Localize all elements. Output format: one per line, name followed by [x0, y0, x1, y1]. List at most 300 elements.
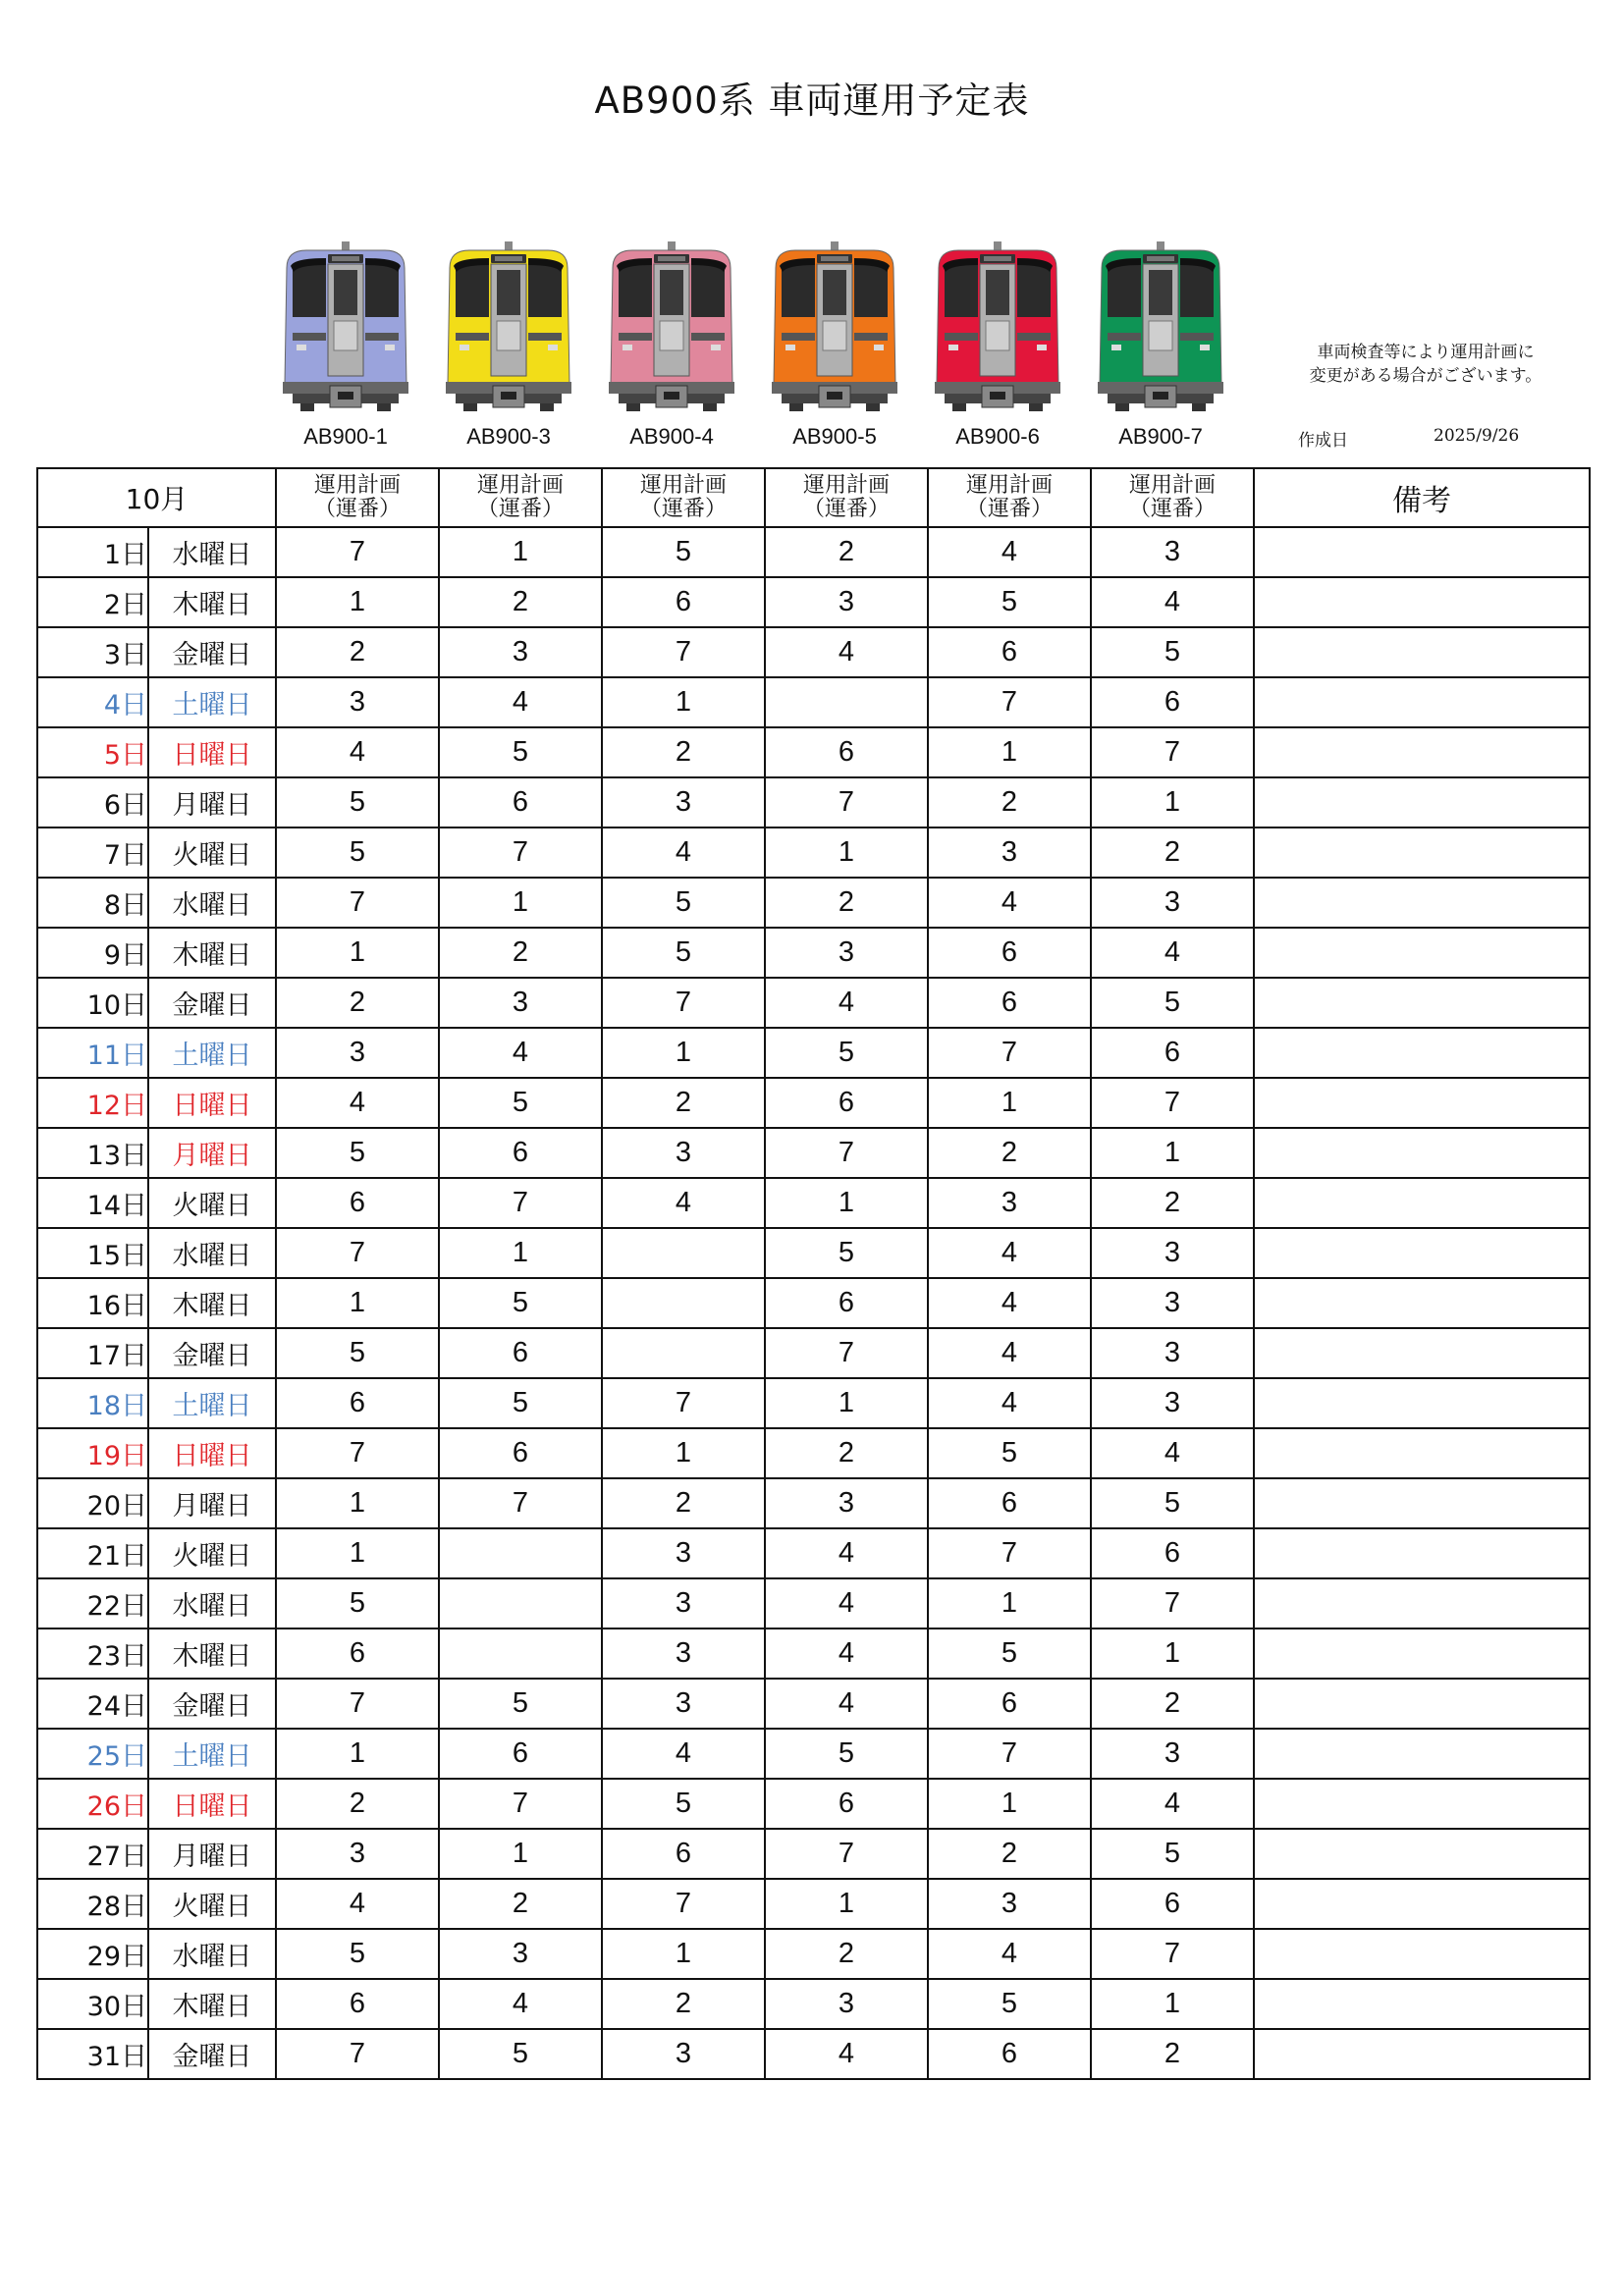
- run-number-cell: 3: [1091, 1378, 1254, 1428]
- run-number-cell: 1: [276, 1729, 439, 1779]
- remarks-cell: [1254, 1979, 1590, 2029]
- remarks-cell: [1254, 577, 1590, 627]
- run-number-cell: 4: [602, 1729, 765, 1779]
- run-number-cell: [439, 1578, 602, 1629]
- day-cell: 8日: [37, 878, 148, 928]
- weekday-cell: 月曜日: [148, 1128, 276, 1178]
- run-number-cell: 2: [1091, 2029, 1254, 2079]
- train-front-ab900-5: [766, 239, 903, 415]
- run-number-cell: 1: [928, 1578, 1091, 1629]
- run-number-cell: 3: [1091, 878, 1254, 928]
- run-number-cell: 4: [1091, 1779, 1254, 1829]
- run-number-cell: 1: [439, 878, 602, 928]
- day-cell: 5日: [37, 727, 148, 777]
- table-row: [37, 1779, 1590, 1829]
- run-number-cell: 7: [276, 878, 439, 928]
- run-number-cell: 7: [602, 627, 765, 677]
- run-number-cell: 6: [1091, 1879, 1254, 1929]
- remarks-cell: [1254, 1228, 1590, 1278]
- run-number-cell: 3: [765, 577, 928, 627]
- run-number-cell: 2: [602, 727, 765, 777]
- remarks-cell: [1254, 1929, 1590, 1979]
- remarks-cell: [1254, 627, 1590, 677]
- car-plan-header: [928, 468, 1091, 527]
- remarks-cell: [1254, 777, 1590, 828]
- train-front-ab900-6: [929, 239, 1066, 415]
- run-number-cell: 2: [276, 978, 439, 1028]
- day-cell: 3日: [37, 627, 148, 677]
- car-plan-header: [1091, 468, 1254, 527]
- run-number-cell: 7: [765, 777, 928, 828]
- day-cell: 27日: [37, 1829, 148, 1879]
- run-number-cell: 1: [765, 1378, 928, 1428]
- run-number-cell: 1: [1091, 1629, 1254, 1679]
- run-number-cell: 7: [1091, 727, 1254, 777]
- run-number-cell: 3: [928, 828, 1091, 878]
- month-header: 10月: [37, 468, 276, 527]
- weekday-cell: 火曜日: [148, 1178, 276, 1228]
- run-number-cell: 3: [602, 1578, 765, 1629]
- run-number-cell: 7: [439, 1779, 602, 1829]
- run-number-cell: 5: [1091, 978, 1254, 1028]
- created-date-value: 2025/9/26: [1434, 426, 1520, 446]
- run-number-cell: 1: [928, 727, 1091, 777]
- run-number-cell: 4: [765, 627, 928, 677]
- run-number-cell: 3: [602, 1629, 765, 1679]
- day-cell: 24日: [37, 1679, 148, 1729]
- run-number-cell: 3: [439, 627, 602, 677]
- run-number-cell: 4: [602, 1178, 765, 1228]
- plan-label: 運用計画: [476, 473, 564, 498]
- remarks-cell: [1254, 1729, 1590, 1779]
- run-number-cell: 1: [928, 1078, 1091, 1128]
- run-number-cell: 3: [1091, 1729, 1254, 1779]
- run-number-cell: 1: [276, 1478, 439, 1528]
- table-row: [37, 928, 1590, 978]
- run-number-cell: 1: [1091, 1128, 1254, 1178]
- run-number-cell: 5: [276, 777, 439, 828]
- run-number-cell: 1: [439, 1829, 602, 1879]
- run-number-cell: 7: [765, 1128, 928, 1178]
- run-number-cell: 7: [276, 1228, 439, 1278]
- run-number-cell: 4: [928, 1929, 1091, 1979]
- weekday-cell: 水曜日: [148, 527, 276, 577]
- run-number-cell: 2: [928, 1128, 1091, 1178]
- remarks-cell: [1254, 1829, 1590, 1879]
- table-row: [37, 1629, 1590, 1679]
- run-number-cell: 6: [928, 1478, 1091, 1528]
- table-row: [37, 1078, 1590, 1128]
- run-number-cell: 1: [276, 1528, 439, 1578]
- run-number-cell: 5: [276, 1929, 439, 1979]
- day-cell: 23日: [37, 1629, 148, 1679]
- run-number-label: （運番）: [802, 497, 890, 521]
- run-number-cell: 7: [276, 527, 439, 577]
- remarks-cell: [1254, 1028, 1590, 1078]
- run-number-cell: 7: [928, 1528, 1091, 1578]
- run-number-cell: 7: [276, 1679, 439, 1729]
- run-number-cell: 4: [439, 677, 602, 727]
- table-row: [37, 1228, 1590, 1278]
- weekday-cell: 木曜日: [148, 1278, 276, 1328]
- plan-label: 運用計画: [313, 473, 401, 498]
- run-number-cell: 6: [765, 727, 928, 777]
- run-number-cell: 2: [276, 627, 439, 677]
- remarks-cell: [1254, 1528, 1590, 1578]
- remarks-cell: [1254, 1779, 1590, 1829]
- train-front-ab900-7: [1092, 239, 1229, 415]
- remarks-cell: [1254, 878, 1590, 928]
- run-number-cell: 7: [439, 1478, 602, 1528]
- run-number-cell: 5: [439, 1078, 602, 1128]
- table-row: [37, 1829, 1590, 1879]
- run-number-cell: 6: [439, 1428, 602, 1478]
- run-number-cell: 1: [765, 828, 928, 878]
- run-number-label: （運番）: [965, 497, 1053, 521]
- run-number-cell: 4: [1091, 928, 1254, 978]
- day-cell: 21日: [37, 1528, 148, 1578]
- run-number-cell: 2: [928, 777, 1091, 828]
- run-number-cell: 6: [276, 1378, 439, 1428]
- run-number-cell: 4: [765, 2029, 928, 2079]
- run-number-cell: 4: [928, 878, 1091, 928]
- run-number-label: （運番）: [313, 497, 401, 521]
- day-cell: 29日: [37, 1929, 148, 1979]
- run-number-cell: 4: [276, 727, 439, 777]
- run-number-cell: 3: [276, 677, 439, 727]
- remarks-cell: [1254, 828, 1590, 878]
- day-cell: 4日: [37, 677, 148, 727]
- run-number-cell: 4: [928, 1328, 1091, 1378]
- run-number-cell: 2: [1091, 1679, 1254, 1729]
- day-cell: 31日: [37, 2029, 148, 2079]
- run-number-cell: 3: [439, 1929, 602, 1979]
- remarks-cell: [1254, 527, 1590, 577]
- remarks-cell: [1254, 1078, 1590, 1128]
- run-number-cell: 5: [602, 1779, 765, 1829]
- run-number-cell: 1: [602, 1428, 765, 1478]
- run-number-cell: 5: [1091, 1478, 1254, 1528]
- day-cell: 1日: [37, 527, 148, 577]
- run-number-cell: [602, 1328, 765, 1378]
- train-front-ab900-4: [603, 239, 740, 415]
- run-number-cell: [765, 677, 928, 727]
- car-plan-header: [602, 468, 765, 527]
- car-id-label: AB900-6: [955, 424, 1040, 449]
- remarks-cell: [1254, 2029, 1590, 2079]
- weekday-cell: 月曜日: [148, 777, 276, 828]
- car-plan-header: [439, 468, 602, 527]
- run-number-cell: 4: [765, 1679, 928, 1729]
- remarks-cell: [1254, 1478, 1590, 1528]
- remarks-cell: [1254, 928, 1590, 978]
- run-number-cell: 7: [928, 1729, 1091, 1779]
- run-number-cell: 2: [602, 1478, 765, 1528]
- notice-line-1: 車両検査等により運用計画に: [1317, 343, 1535, 362]
- run-number-cell: 7: [1091, 1078, 1254, 1128]
- run-number-cell: 2: [765, 878, 928, 928]
- day-cell: 26日: [37, 1779, 148, 1829]
- remarks-cell: [1254, 1328, 1590, 1378]
- weekday-cell: 日曜日: [148, 1428, 276, 1478]
- table-row: [37, 677, 1590, 727]
- weekday-cell: 火曜日: [148, 828, 276, 878]
- run-number-cell: 6: [439, 1729, 602, 1779]
- weekday-cell: 金曜日: [148, 978, 276, 1028]
- run-number-cell: 2: [765, 527, 928, 577]
- remarks-cell: [1254, 978, 1590, 1028]
- run-number-cell: 3: [602, 1528, 765, 1578]
- run-number-cell: 5: [276, 1328, 439, 1378]
- day-cell: 9日: [37, 928, 148, 978]
- run-number-cell: 3: [1091, 527, 1254, 577]
- run-number-cell: 2: [602, 1979, 765, 2029]
- run-number-cell: 5: [439, 2029, 602, 2079]
- weekday-cell: 水曜日: [148, 1578, 276, 1629]
- run-number-cell: 1: [602, 1929, 765, 1979]
- schedule-change-notice: [1259, 341, 1593, 388]
- run-number-cell: 7: [1091, 1578, 1254, 1629]
- weekday-cell: 日曜日: [148, 727, 276, 777]
- run-number-cell: 4: [928, 1228, 1091, 1278]
- run-number-cell: 5: [765, 1028, 928, 1078]
- run-number-cell: 6: [1091, 1028, 1254, 1078]
- weekday-cell: 日曜日: [148, 1779, 276, 1829]
- run-number-cell: 5: [276, 1578, 439, 1629]
- run-number-cell: 5: [276, 1128, 439, 1178]
- run-number-cell: 5: [602, 527, 765, 577]
- weekday-cell: 水曜日: [148, 1929, 276, 1979]
- run-number-cell: 6: [602, 1829, 765, 1879]
- table-row: [37, 527, 1590, 577]
- weekday-cell: 木曜日: [148, 577, 276, 627]
- weekday-cell: 土曜日: [148, 677, 276, 727]
- day-cell: 17日: [37, 1328, 148, 1378]
- weekday-cell: 月曜日: [148, 1829, 276, 1879]
- table-row: [37, 1979, 1590, 2029]
- run-number-cell: 4: [1091, 577, 1254, 627]
- run-number-cell: 1: [276, 577, 439, 627]
- run-number-cell: 5: [439, 1679, 602, 1729]
- table-row: [37, 1729, 1590, 1779]
- remarks-cell: [1254, 1378, 1590, 1428]
- run-number-cell: 6: [928, 928, 1091, 978]
- train-front-ab900-1: [277, 239, 414, 415]
- weekday-cell: 土曜日: [148, 1028, 276, 1078]
- run-number-cell: [439, 1629, 602, 1679]
- run-number-cell: 3: [602, 1679, 765, 1729]
- run-number-cell: 2: [928, 1829, 1091, 1879]
- remarks-cell: [1254, 1679, 1590, 1729]
- run-number-cell: [439, 1528, 602, 1578]
- schedule-body: [37, 527, 1590, 2079]
- run-number-cell: 1: [1091, 1979, 1254, 2029]
- day-cell: 10日: [37, 978, 148, 1028]
- run-number-cell: 5: [1091, 1829, 1254, 1879]
- run-number-label: （運番）: [639, 497, 727, 521]
- run-number-cell: 4: [765, 978, 928, 1028]
- day-cell: 22日: [37, 1578, 148, 1629]
- run-number-cell: 2: [439, 1879, 602, 1929]
- run-number-cell: 7: [765, 1829, 928, 1879]
- weekday-cell: 木曜日: [148, 1979, 276, 2029]
- car-id-label: AB900-1: [303, 424, 388, 449]
- plan-label: 運用計画: [802, 473, 890, 498]
- run-number-cell: 1: [1091, 777, 1254, 828]
- run-number-cell: 7: [602, 978, 765, 1028]
- run-number-cell: 2: [765, 1929, 928, 1979]
- plan-label: 運用計画: [639, 473, 727, 498]
- day-cell: 13日: [37, 1128, 148, 1178]
- table-row: [37, 1879, 1590, 1929]
- run-number-cell: 1: [602, 1028, 765, 1078]
- day-cell: 11日: [37, 1028, 148, 1078]
- run-number-cell: 7: [276, 2029, 439, 2079]
- weekday-cell: 日曜日: [148, 1078, 276, 1128]
- table-row: [37, 1428, 1590, 1478]
- run-number-cell: 6: [928, 978, 1091, 1028]
- run-number-cell: 5: [928, 1979, 1091, 2029]
- day-cell: 7日: [37, 828, 148, 878]
- run-number-cell: 6: [602, 577, 765, 627]
- run-number-cell: [602, 1278, 765, 1328]
- weekday-cell: 火曜日: [148, 1528, 276, 1578]
- run-number-cell: 5: [439, 1378, 602, 1428]
- table-header-row: [37, 468, 1590, 527]
- table-row: [37, 1128, 1590, 1178]
- table-row: [37, 1478, 1590, 1528]
- run-number-cell: 6: [928, 627, 1091, 677]
- weekday-cell: 土曜日: [148, 1378, 276, 1428]
- weekday-cell: 土曜日: [148, 1729, 276, 1779]
- run-number-cell: 4: [1091, 1428, 1254, 1478]
- run-number-cell: 3: [928, 1178, 1091, 1228]
- run-number-cell: 4: [928, 527, 1091, 577]
- run-number-cell: 4: [928, 1378, 1091, 1428]
- run-number-cell: 5: [439, 727, 602, 777]
- run-number-cell: 2: [439, 928, 602, 978]
- run-number-cell: 3: [928, 1879, 1091, 1929]
- run-number-cell: 6: [276, 1629, 439, 1679]
- run-number-label: （運番）: [476, 497, 564, 521]
- day-cell: 28日: [37, 1879, 148, 1929]
- remarks-cell: [1254, 1178, 1590, 1228]
- run-number-cell: 6: [1091, 1528, 1254, 1578]
- run-number-cell: 4: [765, 1629, 928, 1679]
- remarks-header: 備考: [1254, 468, 1590, 527]
- run-number-cell: 4: [928, 1278, 1091, 1328]
- weekday-cell: 金曜日: [148, 1679, 276, 1729]
- run-number-cell: 3: [765, 928, 928, 978]
- run-number-cell: 1: [276, 1278, 439, 1328]
- run-number-cell: 5: [928, 1629, 1091, 1679]
- run-number-cell: 6: [439, 1328, 602, 1378]
- run-number-cell: 3: [602, 777, 765, 828]
- day-cell: 15日: [37, 1228, 148, 1278]
- run-number-cell: 3: [276, 1028, 439, 1078]
- run-number-cell: 1: [439, 527, 602, 577]
- run-number-cell: 6: [765, 1278, 928, 1328]
- table-row: [37, 878, 1590, 928]
- run-number-cell: 1: [765, 1879, 928, 1929]
- weekday-cell: 木曜日: [148, 928, 276, 978]
- run-number-cell: 3: [1091, 1278, 1254, 1328]
- run-number-cell: 6: [1091, 677, 1254, 727]
- table-row: [37, 1578, 1590, 1629]
- train-front-ab900-3: [440, 239, 577, 415]
- run-number-cell: 2: [1091, 828, 1254, 878]
- weekday-cell: 金曜日: [148, 1328, 276, 1378]
- car-id-label: AB900-4: [629, 424, 714, 449]
- run-number-cell: 7: [928, 1028, 1091, 1078]
- remarks-cell: [1254, 1428, 1590, 1478]
- run-number-cell: 7: [928, 677, 1091, 727]
- day-cell: 16日: [37, 1278, 148, 1328]
- table-row: [37, 777, 1590, 828]
- table-row: [37, 1378, 1590, 1428]
- run-number-cell: 1: [765, 1178, 928, 1228]
- table-row: [37, 1028, 1590, 1078]
- run-number-cell: 1: [928, 1779, 1091, 1829]
- day-cell: 2日: [37, 577, 148, 627]
- run-number-cell: 3: [276, 1829, 439, 1879]
- table-row: [37, 1278, 1590, 1328]
- run-number-cell: 6: [276, 1979, 439, 2029]
- run-number-cell: 2: [1091, 1178, 1254, 1228]
- run-number-cell: 5: [602, 878, 765, 928]
- run-number-cell: 7: [602, 1378, 765, 1428]
- run-number-cell: 6: [928, 1679, 1091, 1729]
- weekday-cell: 金曜日: [148, 627, 276, 677]
- run-number-cell: 3: [1091, 1228, 1254, 1278]
- run-number-cell: 3: [439, 978, 602, 1028]
- run-number-cell: 7: [439, 1178, 602, 1228]
- run-number-cell: 7: [602, 1879, 765, 1929]
- run-number-cell: 2: [276, 1779, 439, 1829]
- run-number-cell: 3: [1091, 1328, 1254, 1378]
- weekday-cell: 水曜日: [148, 1228, 276, 1278]
- run-number-cell: 2: [439, 577, 602, 627]
- run-number-cell: 5: [928, 1428, 1091, 1478]
- run-number-cell: 5: [1091, 627, 1254, 677]
- table-row: [37, 627, 1590, 677]
- day-cell: 20日: [37, 1478, 148, 1528]
- car-plan-header: [276, 468, 439, 527]
- remarks-cell: [1254, 1879, 1590, 1929]
- run-number-cell: 6: [765, 1779, 928, 1829]
- weekday-cell: 金曜日: [148, 2029, 276, 2079]
- run-number-cell: 6: [765, 1078, 928, 1128]
- run-number-cell: 2: [602, 1078, 765, 1128]
- plan-label: 運用計画: [965, 473, 1053, 498]
- car-id-label: AB900-5: [792, 424, 877, 449]
- run-number-cell: 3: [602, 1128, 765, 1178]
- run-number-cell: 2: [765, 1428, 928, 1478]
- run-number-cell: 7: [276, 1428, 439, 1478]
- table-row: [37, 1929, 1590, 1979]
- run-number-cell: 4: [276, 1879, 439, 1929]
- run-number-cell: 5: [602, 928, 765, 978]
- run-number-cell: 5: [765, 1729, 928, 1779]
- run-number-cell: 4: [439, 1979, 602, 2029]
- run-number-cell: 1: [602, 677, 765, 727]
- weekday-cell: 月曜日: [148, 1478, 276, 1528]
- run-number-cell: 4: [276, 1078, 439, 1128]
- table-row: [37, 2029, 1590, 2079]
- run-number-cell: 4: [439, 1028, 602, 1078]
- remarks-cell: [1254, 1278, 1590, 1328]
- schedule-table: [36, 467, 1591, 2080]
